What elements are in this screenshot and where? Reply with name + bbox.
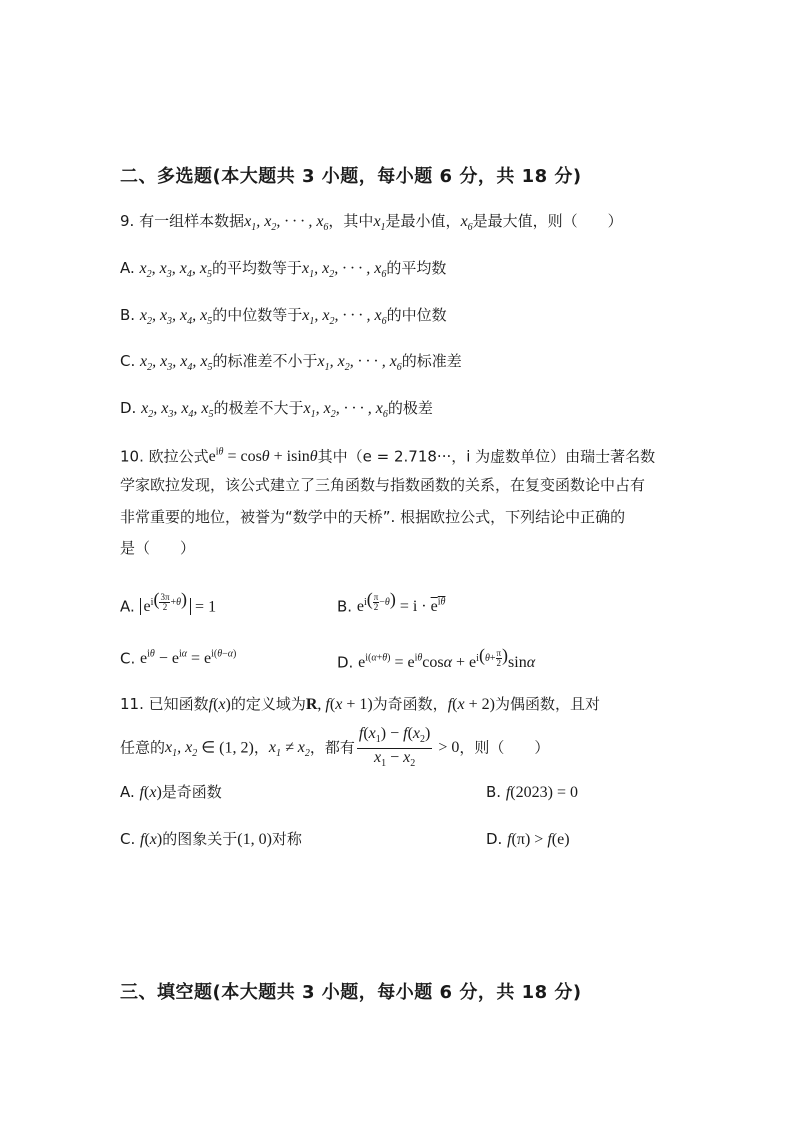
q11-fx-plus-1-formula: f bbox=[325, 696, 330, 713]
question-10-option-c bbox=[120, 644, 236, 670]
option-text: 的极差不大于 bbox=[213, 399, 304, 417]
q11-stem-a: 的定义域为 bbox=[230, 695, 306, 713]
option-label: B. bbox=[120, 306, 140, 324]
option-text: 的图象关于 bbox=[162, 830, 238, 848]
q10-stem-prefix: 10. 欧拉公式 bbox=[120, 447, 209, 466]
option-text-end: 的平均数 bbox=[386, 259, 447, 277]
option-text: 的中位数等于 bbox=[212, 306, 303, 324]
question-11-option-d bbox=[486, 828, 570, 851]
q11-stem-prefix: 11. 已知函数 bbox=[120, 695, 209, 713]
q11-option-d-formula: f(π) > f(e) bbox=[507, 831, 570, 848]
q11-fx-plus-2-arg: (x + 2) bbox=[452, 696, 495, 713]
q11-stem-d: ，都有 bbox=[309, 738, 355, 757]
q9-x1-formula: $x_1$ bbox=[373, 213, 386, 234]
q11-stem-b: 为奇函数， bbox=[372, 695, 448, 713]
question-9-stem bbox=[120, 210, 623, 239]
q11-option-a-formula: f(x) bbox=[139, 784, 162, 801]
q9-subset-formula: $x_2$, $x_3$, $x_4$, $x_5$ bbox=[139, 307, 213, 328]
q11-option-b-formula: f(2023) = 0 bbox=[505, 784, 578, 801]
q10-option-d-formula: $e^{i(\alpha+\theta)} = e^{i\theta}\cos\alpha + e^{i(\theta+ \frac{\pi}{2} )}\sin\alpha$ bbox=[358, 645, 536, 672]
q11-domain-formula: $x_1$, $x_2$ bbox=[165, 739, 198, 760]
q10-option-a-formula: $e^{i( \frac{3\pi}{2} +\theta)} = 1$ bbox=[140, 598, 217, 615]
option-text-end: 的极差 bbox=[387, 399, 433, 417]
option-text: 是奇函数 bbox=[161, 783, 222, 801]
q11-fx-arg: (x) bbox=[213, 696, 231, 713]
q9-fullset-formula: $x_1$, $x_2$, · · · , $x_6$ bbox=[317, 353, 402, 374]
q9-stem-prefix: 9. 有一组样本数据 bbox=[120, 212, 245, 230]
option-text-end: 的标准差 bbox=[401, 352, 462, 370]
option-label: A. bbox=[120, 259, 140, 277]
q10-option-b-formula: $e^{i( \frac{\pi}{2} -\theta)} = i \cdot e^{i\theta}$ bbox=[356, 589, 446, 616]
question-10-line-2: 学家欧拉发现，该公式建立了三角函数与指数函数的关系，在复变函数论中占有 bbox=[120, 476, 646, 494]
question-11-option-a bbox=[120, 781, 222, 804]
option-label: D. bbox=[120, 399, 142, 417]
option-text: 的平均数等于 bbox=[211, 259, 302, 277]
q11-stem-c: 为偶函数，且对 bbox=[494, 695, 600, 713]
option-label: A. bbox=[120, 597, 140, 616]
option-label: D. bbox=[486, 830, 508, 848]
question-10-line-4: 是（ ） bbox=[120, 539, 196, 557]
q9-fullset-formula: $x_1$, $x_2$, · · · , $x_6$ bbox=[303, 400, 388, 421]
q10-option-c-formula: $e^{i\theta} - e^{i\alpha} = e^{i(\theta-\alpha)}$ bbox=[140, 649, 237, 668]
option-text: 的标准差不小于 bbox=[212, 352, 318, 370]
question-11-option-b bbox=[486, 781, 578, 804]
question-11-line-2 bbox=[120, 725, 549, 772]
q9-fullset-formula: $x_1$, $x_2$, · · · , $x_6$ bbox=[302, 307, 387, 328]
q9-subset-formula: $x_2$, $x_3$, $x_4$, $x_5$ bbox=[141, 400, 214, 421]
option-label: A. bbox=[120, 783, 140, 801]
question-10-option-a bbox=[120, 588, 216, 618]
q11-interval-formula: ∈ (1, 2) bbox=[197, 739, 254, 757]
q9-fullset-formula: $x_1$, $x_2$, · · · , $x_6$ bbox=[302, 260, 387, 281]
q11-fx-formula: f bbox=[208, 696, 214, 713]
question-9-option-d bbox=[120, 397, 433, 426]
q11-neq-formula: $x_1 \ne x_2$ bbox=[268, 739, 310, 760]
option-label: B. bbox=[337, 597, 357, 616]
section-heading-fill-in: 三、填空题(本大题共 3 小题，每小题 6 分，共 18 分) bbox=[120, 982, 582, 1003]
question-9-option-a bbox=[120, 257, 446, 286]
q9-subset-formula: $x_2$, $x_3$, $x_4$, $x_5$ bbox=[139, 260, 212, 281]
question-11-line-1 bbox=[120, 693, 600, 716]
question-9-option-b bbox=[120, 304, 447, 333]
question-10-option-b bbox=[337, 588, 445, 618]
q11-fx-plus-2-formula: f bbox=[447, 696, 453, 713]
q11-comma: , bbox=[317, 696, 326, 713]
question-10-line-3: 非常重要的地位，被誉为“数学中的天桥”. 根据欧拉公式，下列结论中正确的 bbox=[120, 508, 626, 526]
q11-stem-sep: ， bbox=[253, 738, 269, 757]
q11-real-set: R bbox=[305, 696, 318, 713]
q9-sample-set-formula: $x_1$, $x_2$, · · · , $x_6$ bbox=[244, 213, 329, 234]
q11-fx-plus-1-arg: (x + 1) bbox=[329, 696, 373, 713]
q9-stem-mid: ，其中 bbox=[328, 212, 374, 230]
q10-stem-mid: 其中（e = 2.718···，i 为虚数单位）由瑞士著名数 bbox=[317, 447, 656, 466]
q11-stem-e: ，则（ ） bbox=[459, 738, 550, 757]
question-9-option-c bbox=[120, 350, 462, 379]
option-label: D. bbox=[337, 653, 359, 672]
option-label: C. bbox=[120, 830, 141, 848]
question-11-option-c bbox=[120, 828, 302, 851]
option-label: C. bbox=[120, 649, 141, 668]
option-text-end: 对称 bbox=[271, 830, 302, 848]
q9-subset-formula: $x_2$, $x_3$, $x_4$, $x_5$ bbox=[140, 353, 213, 374]
option-text-end: 的中位数 bbox=[386, 306, 447, 324]
q9-stem-max: 是最大值，则（ ） bbox=[472, 212, 623, 230]
option-label: C. bbox=[120, 352, 141, 370]
question-10-option-d bbox=[337, 644, 535, 674]
option-label: B. bbox=[486, 783, 506, 801]
section-heading-multiple-choice: 二、多选题(本大题共 3 小题，每小题 6 分，共 18 分) bbox=[120, 166, 582, 187]
euler-formula: $e^{i\theta} = \cos\theta + isin\theta$ bbox=[208, 447, 318, 466]
q11-option-c-formula: f(x) bbox=[140, 831, 163, 848]
question-10-line-1 bbox=[120, 442, 655, 468]
q11-stem-prefix-2: 任意的 bbox=[120, 738, 166, 757]
q11-point-formula: (1, 0) bbox=[237, 831, 272, 848]
q11-difference-quotient-formula: $\frac{f(x_1) - f(x_2)}{x_1 - x_2}$ > 0 bbox=[358, 725, 460, 770]
q9-stem-min: 是最小值， bbox=[385, 212, 461, 230]
q9-x6-formula: $x_6$ bbox=[460, 213, 473, 234]
